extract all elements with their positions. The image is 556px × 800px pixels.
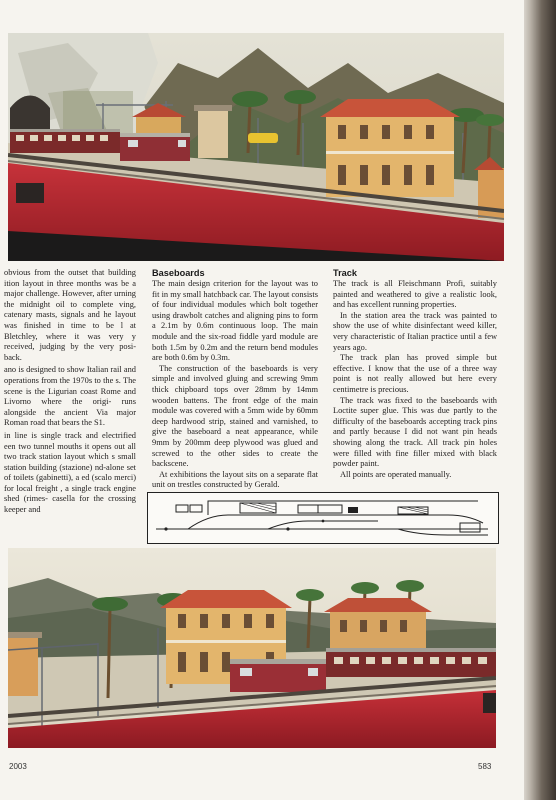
left-paragraph-2: ano is designed to show Italian rail and operations from the 1970s to the s. The scene is the Ligurian coast Rome and Livorno where the origi- runs alongside the ancient Via major Roman road that bears the S1. <box>4 365 136 428</box>
track-paragraph-4: The track was fixed to the baseboards with Loctite super glue. This was due partly to the difficulty of the baseboards accepting track pins and partly because I did not want pin heads showing along the track. All track pin holes were filled with fine filler mixed with black powder paint. <box>333 395 497 469</box>
track-plan-diagram <box>147 492 499 544</box>
baseboards-paragraph-3: At exhibitions the layout sits on a separate flat unit on trestles constructed by Gerald. <box>152 469 318 490</box>
baseboards-section <box>152 268 318 491</box>
track-section <box>333 268 497 480</box>
track-paragraph-2: In the station area the track was painted to show the use of white disinfectant weed killer, very characteristic of Italian practice until a few years ago. <box>333 310 497 352</box>
track-paragraph-1: The track is all Fleischmann Profi, suitably painted and weathered to give a realistic look, and has excellent running properties. <box>333 279 497 310</box>
left-paragraph-1: obvious from the outset that building ition layout in three months was be a major challenge. However, after urning the midnight oil to complete ving, catenary masts, signals and he layout was finished in time to be l at Bletchley, where it was very y received, judging by the very posi- back. <box>4 268 136 362</box>
footer-year: 2003 <box>9 762 27 771</box>
page-number: 583 <box>478 762 492 771</box>
page-binding-edge <box>524 0 556 800</box>
baseboards-heading: Baseboards <box>152 268 205 278</box>
baseboards-paragraph-2: The construction of the baseboards is very simple and involved gluing and screwing 9mm thick chipboard tops over 28mm by 14mm wooden battens. The front edge of the main module was covered with a 5mm wide by 60mm deep hardwood strip, stained and varnished, to give the baseboard a neat appearance, while 9mm by 200mm deep plywood was glued and screwed to the other sides to create the backscene. <box>152 363 318 469</box>
track-paragraph-3: The track plan has proved simple but effective. I know that the use of a three way point is not really allowed but here every centimetre is precious. <box>333 353 497 394</box>
left-paragraph-3: in line is single track and electrified een two tunnel mouths it opens out all two track station layout which s small station building (stazione) nd-alone set of toilets (gabinetti), a ed (scalo merci) for local freight , a single track engine shed (rimes- casella for the crossing keeper and <box>4 430 136 515</box>
track-heading: Track <box>333 268 358 278</box>
track-paragraph-5: All points are operated manually. <box>340 469 452 479</box>
left-column-text <box>4 268 136 516</box>
photo-bottom-station-scene <box>8 548 496 748</box>
photo-top-station-scene <box>8 33 504 261</box>
baseboards-paragraph-1: The main design criterion for the layout was to fit in my small hatchback car. The layout consists of four individual modules which bolt together using drawbolt catches and aligning pins to form a 2.1m by 0.6m continuous loop. The main module and the six-road fiddle yard module are both 1.5m by 0.2m and the return bend modules are both 0.6m by 0.3m. <box>152 279 318 363</box>
